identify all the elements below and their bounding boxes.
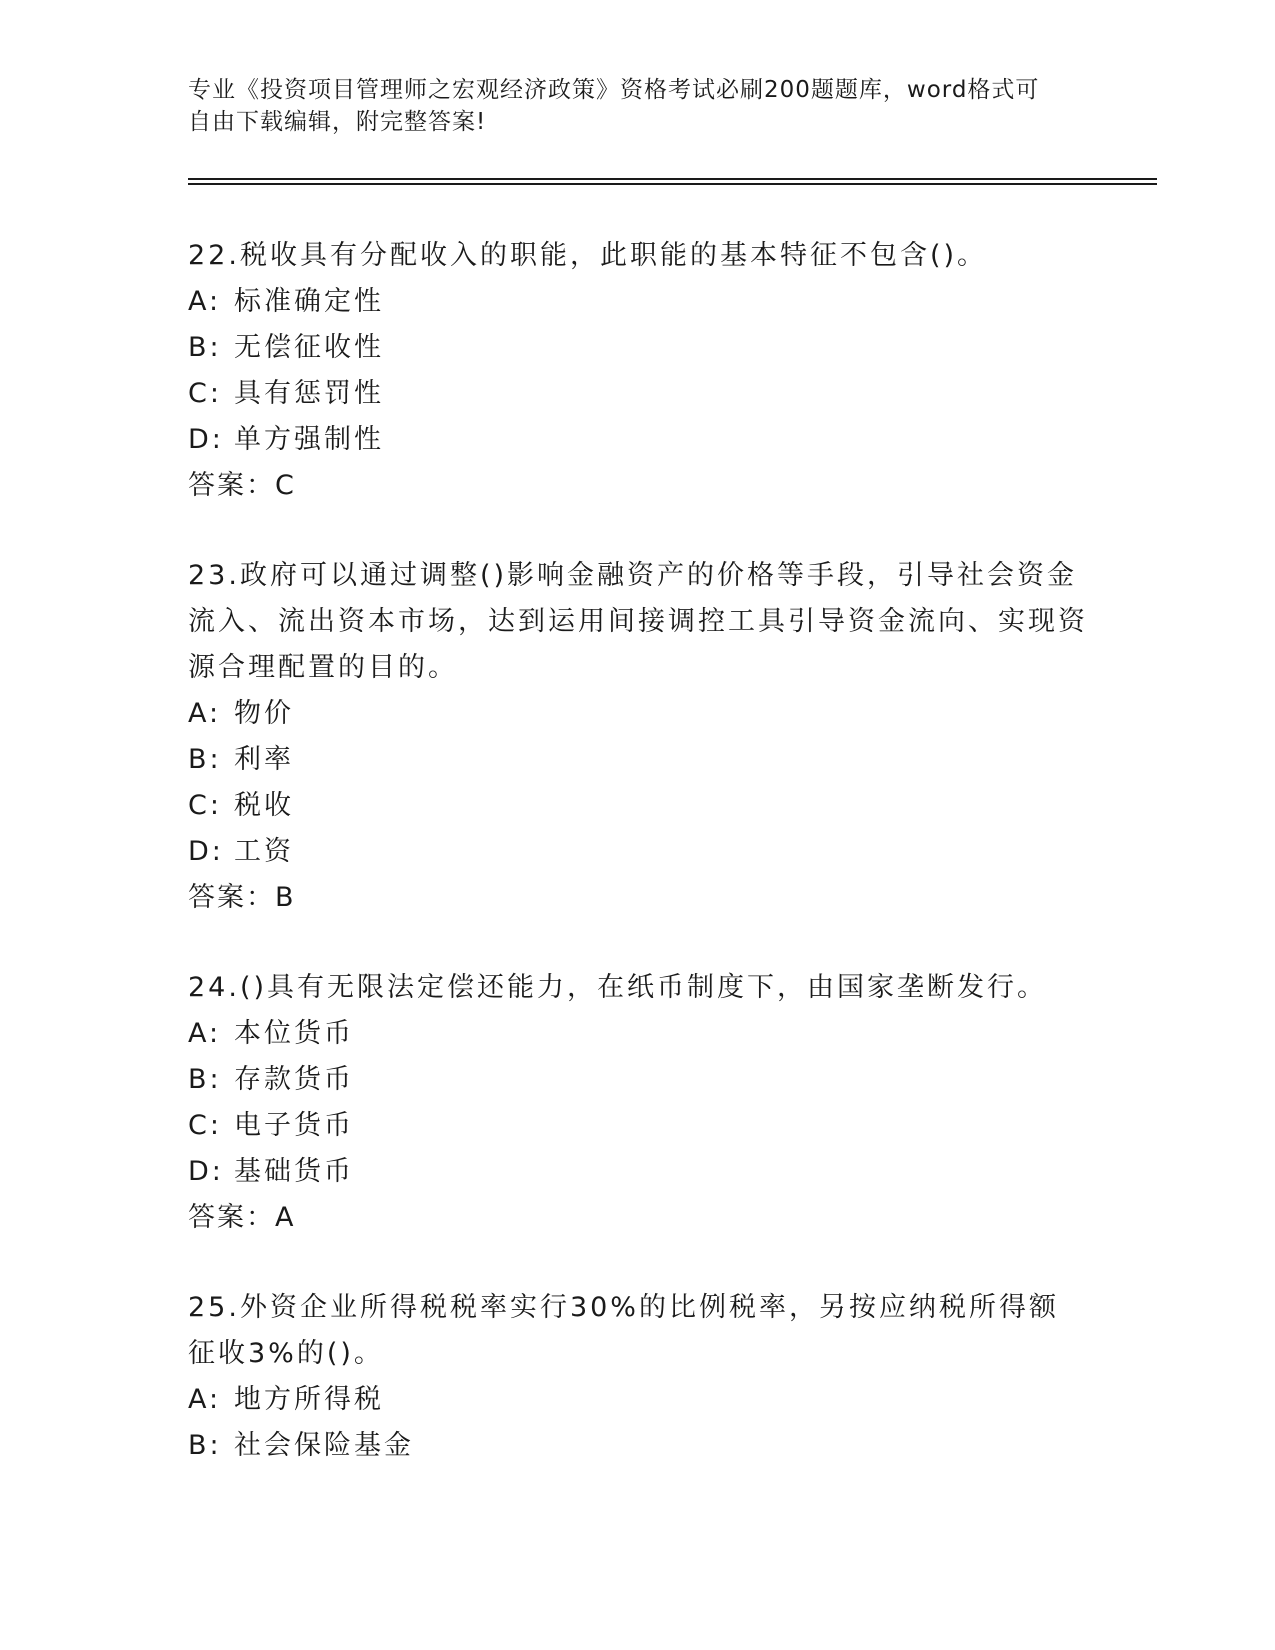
- option-d: [188, 1149, 1088, 1195]
- header-divider-top: [188, 178, 1157, 180]
- option-b: [188, 737, 1088, 783]
- question-text: 23.政府可以通过调整()影响金融资产的价格等手段，引导社会资金流入、流出资本市场，达到运用间接调控工具引导资金流向、实现资源合理配置的目的。: [188, 560, 1088, 683]
- header-line-2: 自由下载编辑，附完整答案!: [188, 109, 487, 135]
- question-23: [188, 553, 1088, 921]
- option-letter: D:: [188, 836, 224, 867]
- option-text: 税收: [234, 790, 294, 821]
- option-text: 具有惩罚性: [234, 378, 384, 409]
- option-letter: B:: [188, 1430, 222, 1461]
- option-letter: A:: [188, 698, 222, 729]
- document-header: [188, 74, 1068, 138]
- answer-line: 答案：A: [188, 1202, 296, 1233]
- question-text: 25.外资企业所得税税率实行30%的比例税率，另按应纳税所得额征收3%的()。: [188, 1292, 1059, 1369]
- option-letter: A:: [188, 286, 222, 317]
- option-text: 基础货币: [234, 1156, 354, 1187]
- option-b: [188, 325, 1088, 371]
- option-text: 单方强制性: [234, 424, 384, 455]
- option-letter: C:: [188, 378, 222, 409]
- option-letter: D:: [188, 1156, 224, 1187]
- option-text: 本位货币: [234, 1018, 354, 1049]
- question-22: [188, 233, 1088, 509]
- option-a: [188, 279, 1088, 325]
- option-text: 社会保险基金: [234, 1430, 414, 1461]
- option-text: 标准确定性: [234, 286, 384, 317]
- question-text: 22.税收具有分配收入的职能，此职能的基本特征不包含()。: [188, 240, 988, 271]
- option-letter: D:: [188, 424, 224, 455]
- option-c: [188, 783, 1088, 829]
- option-a: [188, 1011, 1088, 1057]
- option-text: 工资: [234, 836, 294, 867]
- question-text: 24.()具有无限法定偿还能力，在纸币制度下，由国家垄断发行。: [188, 972, 1048, 1003]
- header-line-1: 专业《投资项目管理师之宏观经济政策》资格考试必刷200题题库，word格式可: [188, 77, 1040, 103]
- option-d: [188, 417, 1088, 463]
- option-c: [188, 371, 1088, 417]
- question-25: [188, 1285, 1088, 1469]
- option-b: [188, 1057, 1088, 1103]
- option-text: 物价: [234, 698, 294, 729]
- option-b: [188, 1423, 1088, 1469]
- option-text: 存款货币: [234, 1064, 354, 1095]
- option-d: [188, 829, 1088, 875]
- option-a: [188, 691, 1088, 737]
- option-a: [188, 1377, 1088, 1423]
- option-letter: C:: [188, 790, 222, 821]
- option-letter: A:: [188, 1384, 222, 1415]
- option-text: 地方所得税: [234, 1384, 384, 1415]
- option-text: 无偿征收性: [234, 332, 384, 363]
- question-24: [188, 965, 1088, 1241]
- option-c: [188, 1103, 1088, 1149]
- question-list: [188, 233, 1088, 1513]
- answer-line: 答案：B: [188, 882, 296, 913]
- option-letter: C:: [188, 1110, 222, 1141]
- option-letter: B:: [188, 332, 222, 363]
- option-text: 电子货币: [234, 1110, 354, 1141]
- answer-line: 答案：C: [188, 470, 296, 501]
- option-letter: B:: [188, 1064, 222, 1095]
- option-text: 利率: [234, 744, 294, 775]
- header-divider-bottom: [188, 183, 1157, 185]
- option-letter: B:: [188, 744, 222, 775]
- option-letter: A:: [188, 1018, 222, 1049]
